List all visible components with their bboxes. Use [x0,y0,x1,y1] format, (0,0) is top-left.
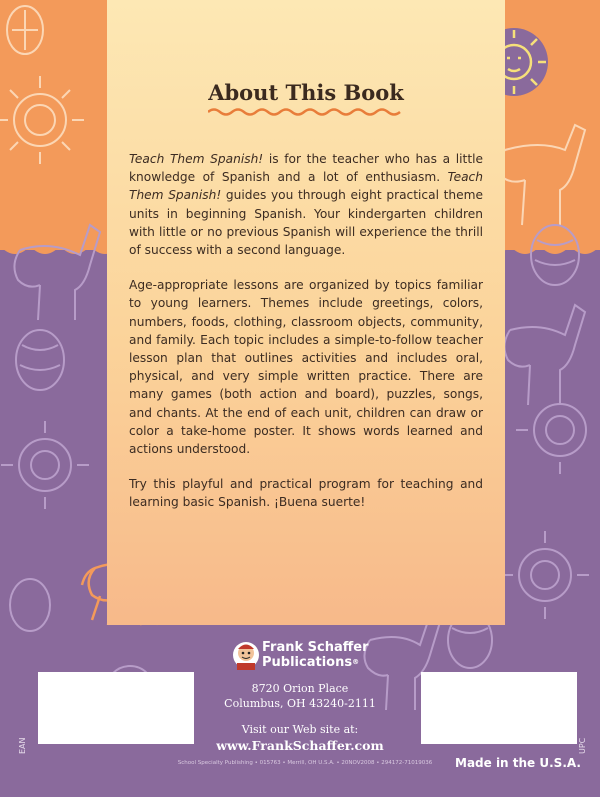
website-url: www.FrankSchaffer.com [216,738,384,753]
paragraph-text: guides you through eight practical theme units in beginning Spanish. Your kindergarten children with little or no previous Spanish will experience the thrill of success with a second language. [129,188,483,258]
sun-motif-icon [0,76,84,164]
ean-barcode-area [38,672,194,744]
paragraph [129,150,483,259]
squiggle-divider [208,107,404,117]
address-line2: Columbus, OH 43240-2111 [224,697,376,710]
paragraph-text: is for the teacher who has a little knowledge of Spanish and a lot of enthusiasm. [129,152,483,185]
paragraph-text: Age-appropriate lessons are organized by topics familiar to young learners. Themes include greetings, colors, numbers, foods, clothing, classroom objects, community, and family. Each topic includes a simple-to-follow teacher lesson plan that outlines activities and includes oral, physical, and very simple written practice. There are many games (both action and board), puzzles, songs, and chants. At the end of each unit, children can draw or color a take-home poster. It shows words learned and actions understood. [129,278,483,457]
trademark-symbol: ® [352,658,360,666]
publisher-name-line2: Publications [262,655,353,670]
ean-label: EAN [18,737,27,754]
page-title: About This Book [208,80,404,105]
book-title-italic: Teach Them Spanish! [129,170,483,203]
publisher-name-line1: Frank Schaffer [262,640,369,655]
mascot-icon [232,638,260,672]
description-text [129,150,483,529]
paragraph [129,475,483,511]
upc-label: UPC [578,737,587,754]
paragraph-text: Try this playful and practical program for teaching and learning basic Spanish. ¡Buena suerte! [129,477,483,510]
address-line1: 8720 Orion Place [251,682,349,695]
about-panel [107,0,505,625]
made-in-usa: Made in the U.S.A. [455,756,581,770]
flower-motif-icon [7,6,43,54]
donkey-motif-icon [14,225,100,320]
fine-print: School Specialty Publishing • 015763 • Merrill, OH U.S.A. • 20NOV2008 • 294172-71019036 [177,760,433,766]
book-title-italic: Teach Them Spanish! [129,152,264,166]
donkey-motif-icon [498,125,585,225]
upc-barcode-area [421,672,577,744]
website-prompt: Visit our Web site at: [241,723,359,736]
paragraph [129,276,483,458]
